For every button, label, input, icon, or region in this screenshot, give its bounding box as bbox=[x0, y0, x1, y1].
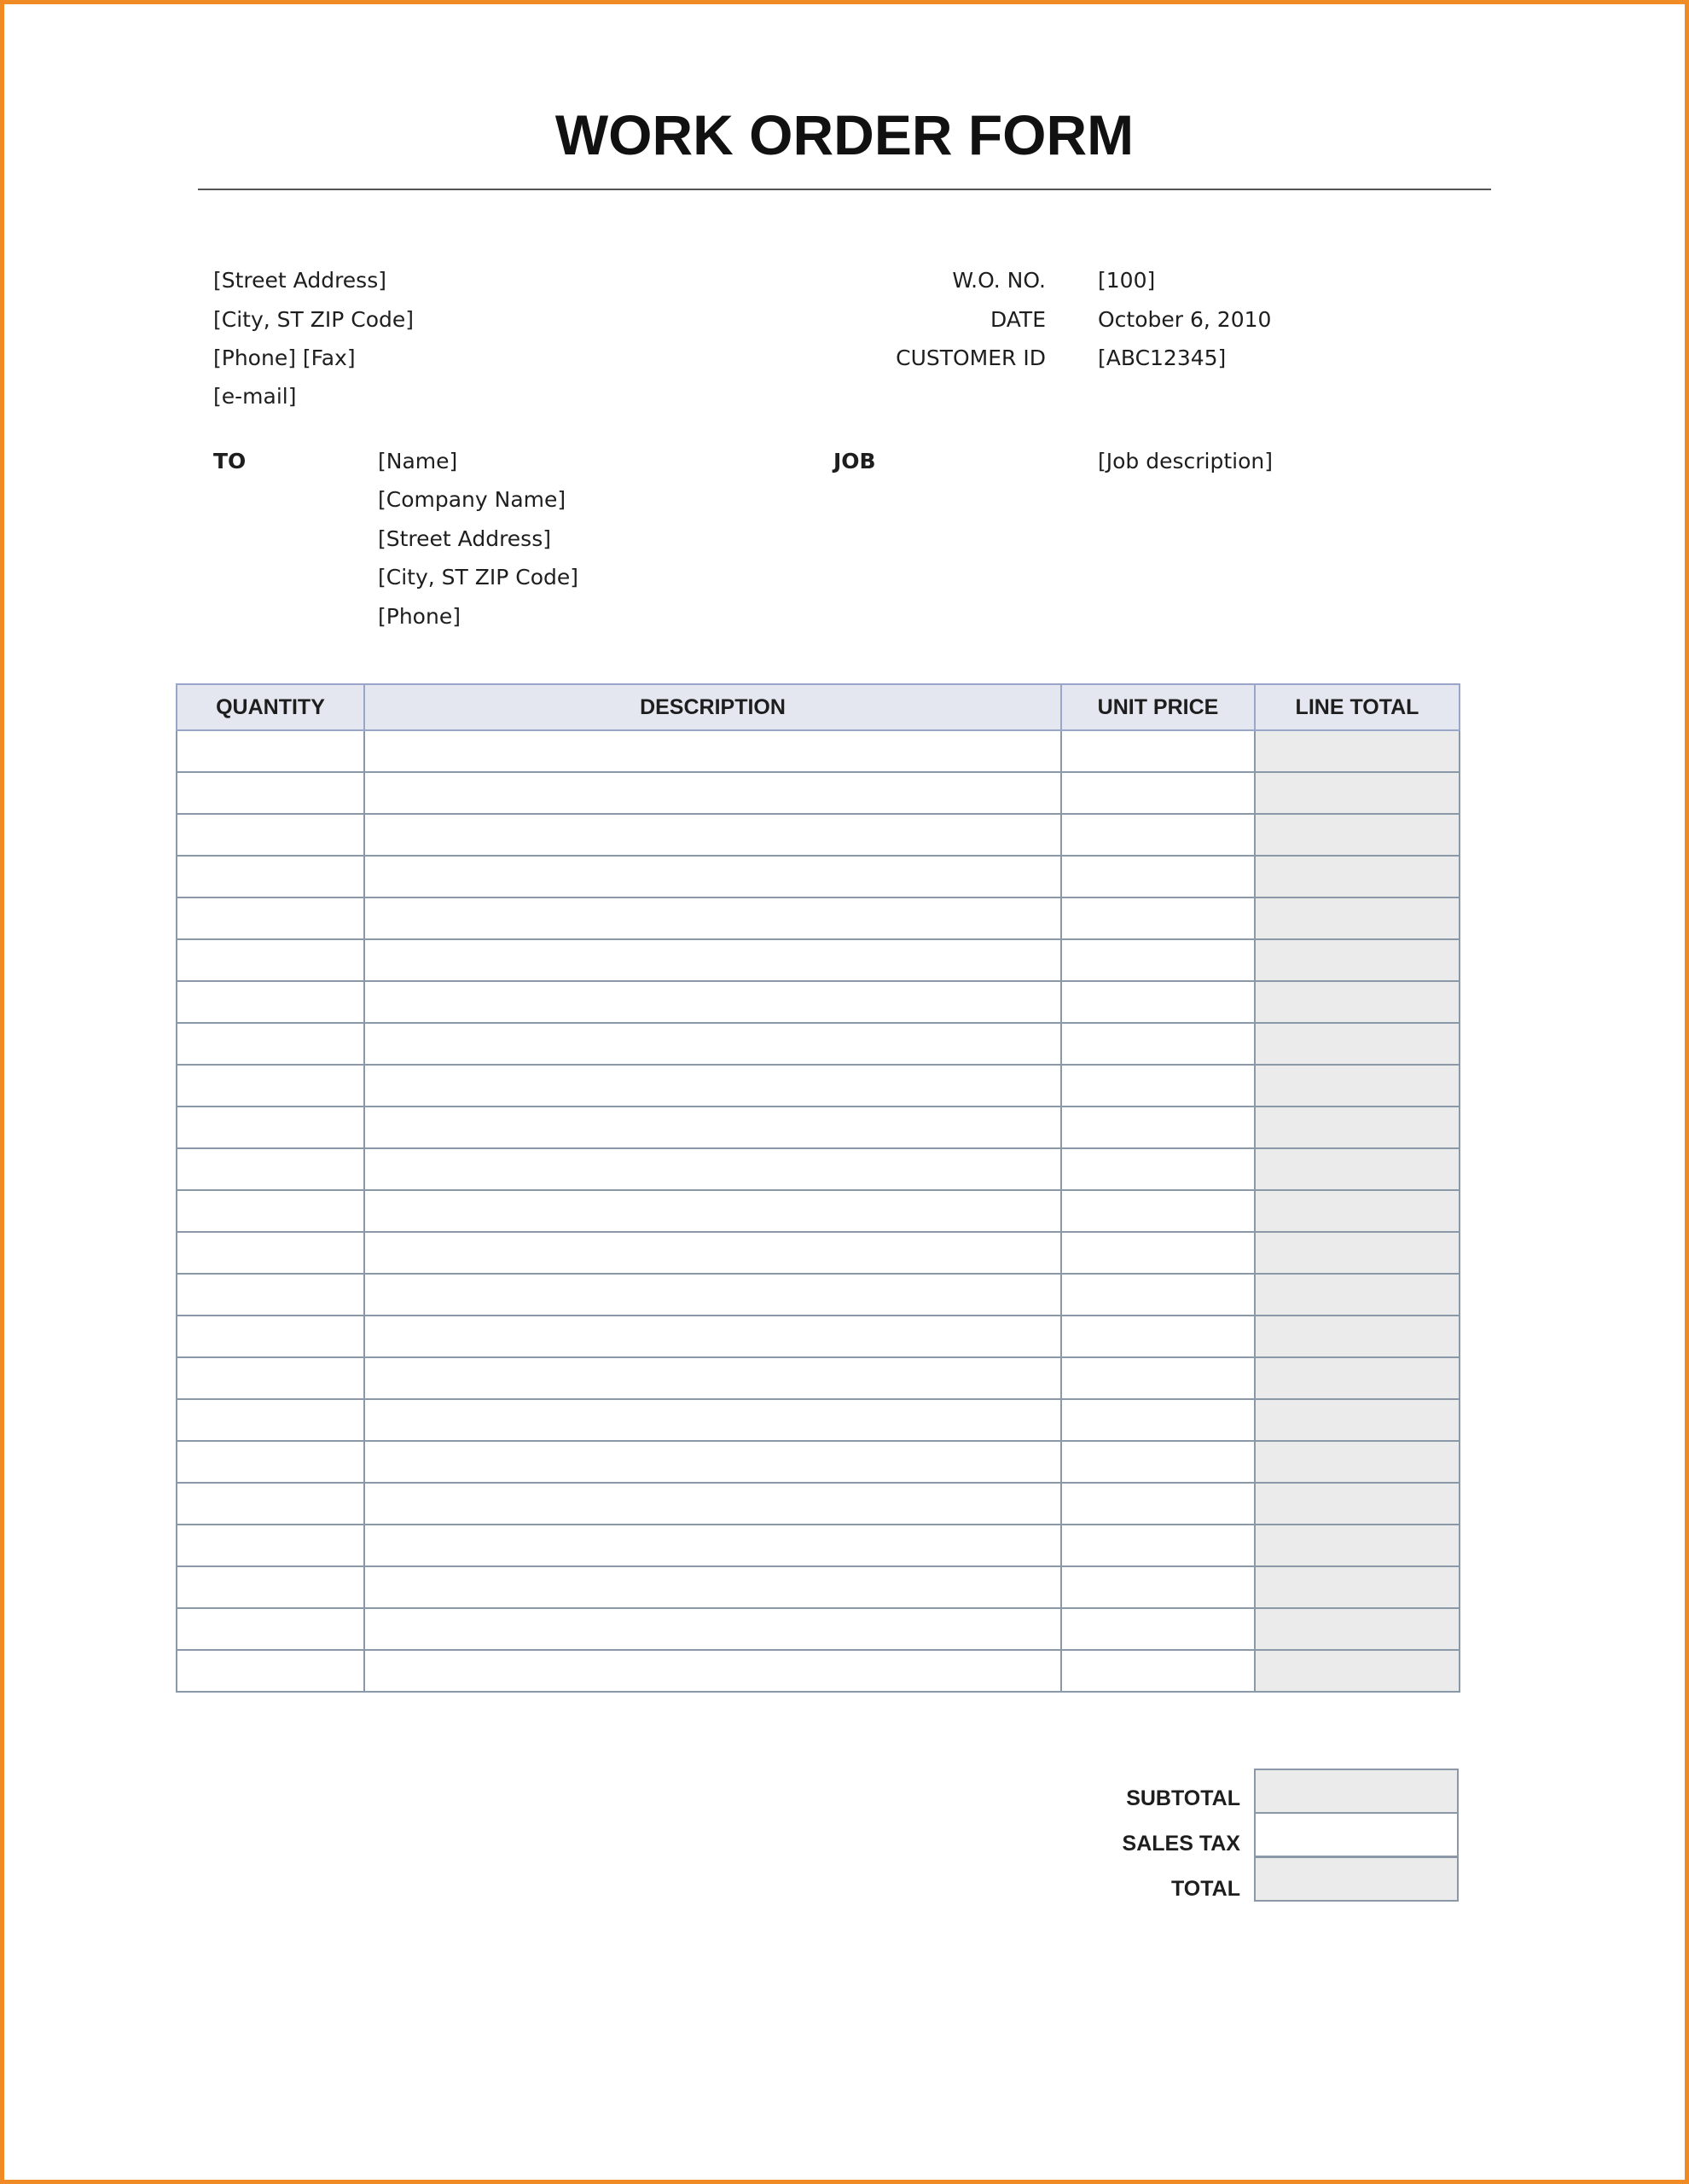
description-cell[interactable] bbox=[364, 1232, 1061, 1274]
line-total-cell[interactable] bbox=[1255, 1483, 1460, 1525]
quantity-cell[interactable] bbox=[177, 1483, 364, 1525]
line-total-cell[interactable] bbox=[1255, 1399, 1460, 1441]
quantity-cell[interactable] bbox=[177, 1107, 364, 1148]
table-row bbox=[177, 1316, 1460, 1357]
quantity-cell[interactable] bbox=[177, 814, 364, 856]
line-total-cell[interactable] bbox=[1255, 1608, 1460, 1650]
table-row bbox=[177, 981, 1460, 1023]
to-street: [Street Address] bbox=[378, 526, 551, 551]
table-row bbox=[177, 1566, 1460, 1608]
line-total-cell[interactable] bbox=[1255, 981, 1460, 1023]
quantity-cell[interactable] bbox=[177, 1566, 364, 1608]
quantity-cell[interactable] bbox=[177, 1232, 364, 1274]
unit-price-cell[interactable] bbox=[1061, 1107, 1255, 1148]
unit-price-cell[interactable] bbox=[1061, 1232, 1255, 1274]
line-total-cell[interactable] bbox=[1255, 1357, 1460, 1399]
header-quantity: QUANTITY bbox=[177, 684, 364, 730]
line-total-cell[interactable] bbox=[1255, 939, 1460, 981]
quantity-cell[interactable] bbox=[177, 1357, 364, 1399]
line-total-cell[interactable] bbox=[1255, 1274, 1460, 1316]
description-cell[interactable] bbox=[364, 730, 1061, 772]
line-total-cell[interactable] bbox=[1255, 1023, 1460, 1065]
line-total-cell[interactable] bbox=[1255, 897, 1460, 939]
page-title: WORK ORDER FORM bbox=[554, 103, 1135, 166]
table-row bbox=[177, 772, 1460, 814]
unit-price-cell[interactable] bbox=[1061, 981, 1255, 1023]
description-cell[interactable] bbox=[364, 1650, 1061, 1692]
unit-price-cell[interactable] bbox=[1061, 1190, 1255, 1232]
description-cell[interactable] bbox=[364, 981, 1061, 1023]
line-total-cell[interactable] bbox=[1255, 814, 1460, 856]
line-total-cell[interactable] bbox=[1255, 856, 1460, 897]
table-row bbox=[177, 1650, 1460, 1692]
line-total-cell[interactable] bbox=[1255, 1148, 1460, 1190]
total-field[interactable] bbox=[1254, 1856, 1459, 1902]
unit-price-cell[interactable] bbox=[1061, 1441, 1255, 1483]
unit-price-cell[interactable] bbox=[1061, 1274, 1255, 1316]
description-cell[interactable] bbox=[364, 897, 1061, 939]
unit-price-cell[interactable] bbox=[1061, 1065, 1255, 1107]
quantity-cell[interactable] bbox=[177, 1525, 364, 1566]
unit-price-cell[interactable] bbox=[1061, 1608, 1255, 1650]
date-label: DATE bbox=[990, 307, 1046, 332]
unit-price-cell[interactable] bbox=[1061, 1399, 1255, 1441]
quantity-cell[interactable] bbox=[177, 1065, 364, 1107]
line-total-cell[interactable] bbox=[1255, 1316, 1460, 1357]
quantity-cell[interactable] bbox=[177, 939, 364, 981]
table-row bbox=[177, 1232, 1460, 1274]
quantity-cell[interactable] bbox=[177, 1274, 364, 1316]
quantity-cell[interactable] bbox=[177, 772, 364, 814]
table-row bbox=[177, 1190, 1460, 1232]
quantity-cell[interactable] bbox=[177, 1190, 364, 1232]
to-phone: [Phone] bbox=[378, 604, 461, 629]
unit-price-cell[interactable] bbox=[1061, 1316, 1255, 1357]
unit-price-cell[interactable] bbox=[1061, 897, 1255, 939]
table-row bbox=[177, 730, 1460, 772]
description-cell[interactable] bbox=[364, 1608, 1061, 1650]
subtotal-field[interactable] bbox=[1254, 1769, 1459, 1814]
table-row bbox=[177, 1608, 1460, 1650]
customer-id-label: CUSTOMER ID bbox=[896, 346, 1046, 370]
description-cell[interactable] bbox=[364, 1357, 1061, 1399]
quantity-cell[interactable] bbox=[177, 897, 364, 939]
unit-price-cell[interactable] bbox=[1061, 730, 1255, 772]
line-total-cell[interactable] bbox=[1255, 1566, 1460, 1608]
title-divider bbox=[198, 189, 1491, 190]
table-row bbox=[177, 1483, 1460, 1525]
table-row bbox=[177, 1525, 1460, 1566]
description-cell[interactable] bbox=[364, 856, 1061, 897]
description-cell[interactable] bbox=[364, 1023, 1061, 1065]
table-row bbox=[177, 1399, 1460, 1441]
sender-street: [Street Address] bbox=[213, 268, 386, 293]
line-total-cell[interactable] bbox=[1255, 1107, 1460, 1148]
description-cell[interactable] bbox=[364, 1483, 1061, 1525]
header-description: DESCRIPTION bbox=[364, 684, 1061, 730]
sales-tax-field[interactable] bbox=[1254, 1812, 1459, 1857]
description-cell[interactable] bbox=[364, 772, 1061, 814]
sender-email: [e-mail] bbox=[213, 384, 297, 409]
description-cell[interactable] bbox=[364, 939, 1061, 981]
table-row bbox=[177, 1065, 1460, 1107]
table-row bbox=[177, 814, 1460, 856]
unit-price-cell[interactable] bbox=[1061, 772, 1255, 814]
line-total-cell[interactable] bbox=[1255, 1190, 1460, 1232]
job-label: JOB bbox=[833, 449, 876, 473]
description-cell[interactable] bbox=[364, 1399, 1061, 1441]
line-total-cell[interactable] bbox=[1255, 1650, 1460, 1692]
unit-price-cell[interactable] bbox=[1061, 1357, 1255, 1399]
line-total-cell[interactable] bbox=[1255, 730, 1460, 772]
table-row bbox=[177, 1148, 1460, 1190]
items-table bbox=[176, 683, 1460, 1693]
line-total-cell[interactable] bbox=[1255, 1232, 1460, 1274]
unit-price-cell[interactable] bbox=[1061, 1650, 1255, 1692]
description-cell[interactable] bbox=[364, 1274, 1061, 1316]
quantity-cell[interactable] bbox=[177, 856, 364, 897]
quantity-cell[interactable] bbox=[177, 1650, 364, 1692]
quantity-cell[interactable] bbox=[177, 1608, 364, 1650]
quantity-cell[interactable] bbox=[177, 730, 364, 772]
job-description: [Job description] bbox=[1098, 449, 1273, 473]
table-row bbox=[177, 1023, 1460, 1065]
description-cell[interactable] bbox=[364, 1107, 1061, 1148]
quantity-cell[interactable] bbox=[177, 981, 364, 1023]
to-company: [Company Name] bbox=[378, 487, 566, 512]
table-row bbox=[177, 1274, 1460, 1316]
to-city: [City, ST ZIP Code] bbox=[378, 565, 579, 590]
line-total-cell[interactable] bbox=[1255, 772, 1460, 814]
quantity-cell[interactable] bbox=[177, 1148, 364, 1190]
wo-number-label: W.O. NO. bbox=[952, 268, 1046, 293]
quantity-cell[interactable] bbox=[177, 1399, 364, 1441]
table-row bbox=[177, 1441, 1460, 1483]
unit-price-cell[interactable] bbox=[1061, 814, 1255, 856]
table-row bbox=[177, 897, 1460, 939]
total-label: TOTAL bbox=[1170, 1877, 1240, 1901]
line-total-cell[interactable] bbox=[1255, 1525, 1460, 1566]
to-name: [Name] bbox=[378, 449, 458, 473]
table-row bbox=[177, 1357, 1460, 1399]
table-row bbox=[177, 939, 1460, 981]
quantity-cell[interactable] bbox=[177, 1023, 364, 1065]
line-total-cell[interactable] bbox=[1255, 1441, 1460, 1483]
table-row bbox=[177, 1107, 1460, 1148]
description-cell[interactable] bbox=[364, 1190, 1061, 1232]
date-value: October 6, 2010 bbox=[1098, 307, 1272, 332]
wo-number-value: [100] bbox=[1098, 268, 1156, 293]
description-cell[interactable] bbox=[364, 814, 1061, 856]
quantity-cell[interactable] bbox=[177, 1316, 364, 1357]
customer-id-value: [ABC12345] bbox=[1098, 346, 1227, 370]
line-total-cell[interactable] bbox=[1255, 1065, 1460, 1107]
unit-price-cell[interactable] bbox=[1061, 856, 1255, 897]
unit-price-cell[interactable] bbox=[1061, 1148, 1255, 1190]
description-cell[interactable] bbox=[364, 1065, 1061, 1107]
description-cell[interactable] bbox=[364, 1441, 1061, 1483]
description-cell[interactable] bbox=[364, 1566, 1061, 1608]
sender-phone-fax: [Phone] [Fax] bbox=[213, 346, 356, 370]
sales-tax-label: SALES TAX bbox=[1122, 1832, 1240, 1856]
sender-city: [City, ST ZIP Code] bbox=[213, 307, 415, 332]
description-cell[interactable] bbox=[364, 1525, 1061, 1566]
quantity-cell[interactable] bbox=[177, 1441, 364, 1483]
header-line-total: LINE TOTAL bbox=[1255, 684, 1460, 730]
unit-price-cell[interactable] bbox=[1061, 1566, 1255, 1608]
header-unit-price: UNIT PRICE bbox=[1061, 684, 1255, 730]
description-cell[interactable] bbox=[364, 1316, 1061, 1357]
subtotal-label: SUBTOTAL bbox=[1126, 1786, 1240, 1810]
to-label: TO bbox=[213, 449, 247, 473]
unit-price-cell[interactable] bbox=[1061, 1483, 1255, 1525]
unit-price-cell[interactable] bbox=[1061, 1525, 1255, 1566]
unit-price-cell[interactable] bbox=[1061, 939, 1255, 981]
items-body bbox=[177, 730, 1460, 1692]
table-header-row bbox=[177, 684, 1460, 730]
unit-price-cell[interactable] bbox=[1061, 1023, 1255, 1065]
description-cell[interactable] bbox=[364, 1148, 1061, 1190]
table-row bbox=[177, 856, 1460, 897]
